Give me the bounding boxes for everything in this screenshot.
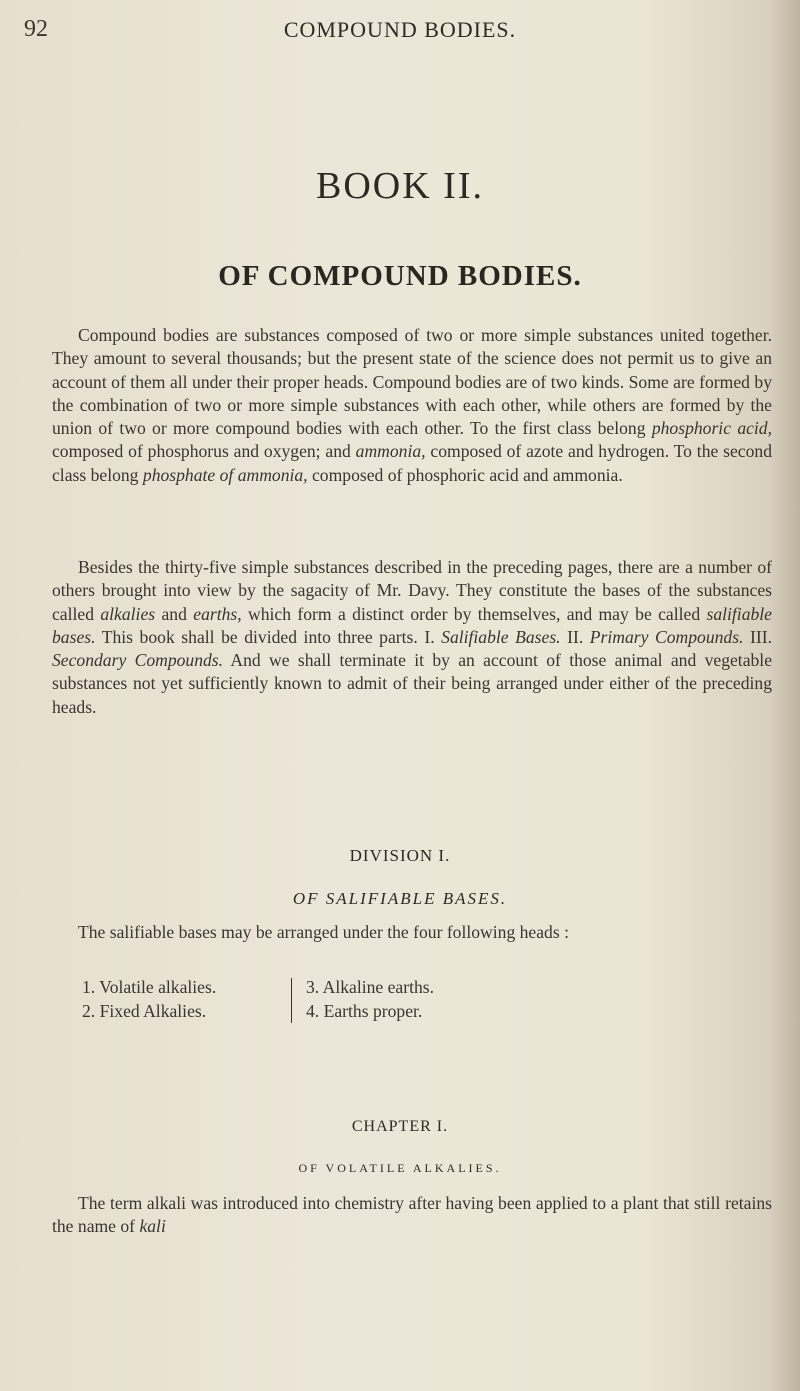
book-subtitle: OF COMPOUND BODIES. [218,260,582,292]
division-title: DIVISION I. [349,846,451,865]
running-head: COMPOUND BODIES. [283,17,517,42]
division-subtitle: OF SALIFIABLE BASES. [292,889,508,908]
head-item: 2. Fixed Alkalies. [82,1000,207,1021]
bases-paragraph: The salifiable bases may be arranged under the four following heads : [78,922,569,942]
column-divider [291,978,292,1023]
heads-right-column [306,976,566,1023]
head-item: 3. Alkaline earths. [306,977,435,997]
page-number: 92 [24,16,48,42]
book-title: BOOK II. [316,165,484,207]
intro-paragraph: Compound bodies are substances composed of two or more simple substances united together. They amount to several thousands; but the present state of the science does not permit us to give an account of them all under their proper heads. Compound bodies are of two kinds. Some are formed by the combination of two or more simple substances with each other, while others are formed by the union of two or more compound bodies with each other. To the first class belong phosphoric acid, composed of phosphorus and oxygen; and ammonia, composed of azote and hydrogen. To the second class belong phosphate of ammonia, composed of phosphoric acid and ammonia. [52,325,773,485]
plan-paragraph: Besides the thirty-five simple substances described in the preceding pages, there are a number of others brought into view by the sagacity of Mr. Davy. They constitute the bases of the substances called alkalies and earths, which form a distinct order by themselves, and may be called salifiable bases. This book shall be divided into three parts. I. Salifiable Bases. II. Primary Compounds. III. Secondary Compounds. And we shall terminate it by an account of those animal and vegetable substances not yet sufficiently known to admit of their being arranged under either of the preceding heads. [52,557,773,717]
heads-left-column [82,976,282,1023]
head-item: 4. Earths proper. [306,1000,423,1021]
chapter-title: CHAPTER I. [351,1118,449,1135]
head-item: 1. Volatile alkalies. [82,977,217,997]
alkali-paragraph: The term alkali was introduced into chemistry after having been applied to a plant that still retains the name of kali [52,1193,772,1237]
chapter-subtitle: OF VOLATILE ALKALIES. [298,1161,502,1175]
page-header [0,4,800,52]
